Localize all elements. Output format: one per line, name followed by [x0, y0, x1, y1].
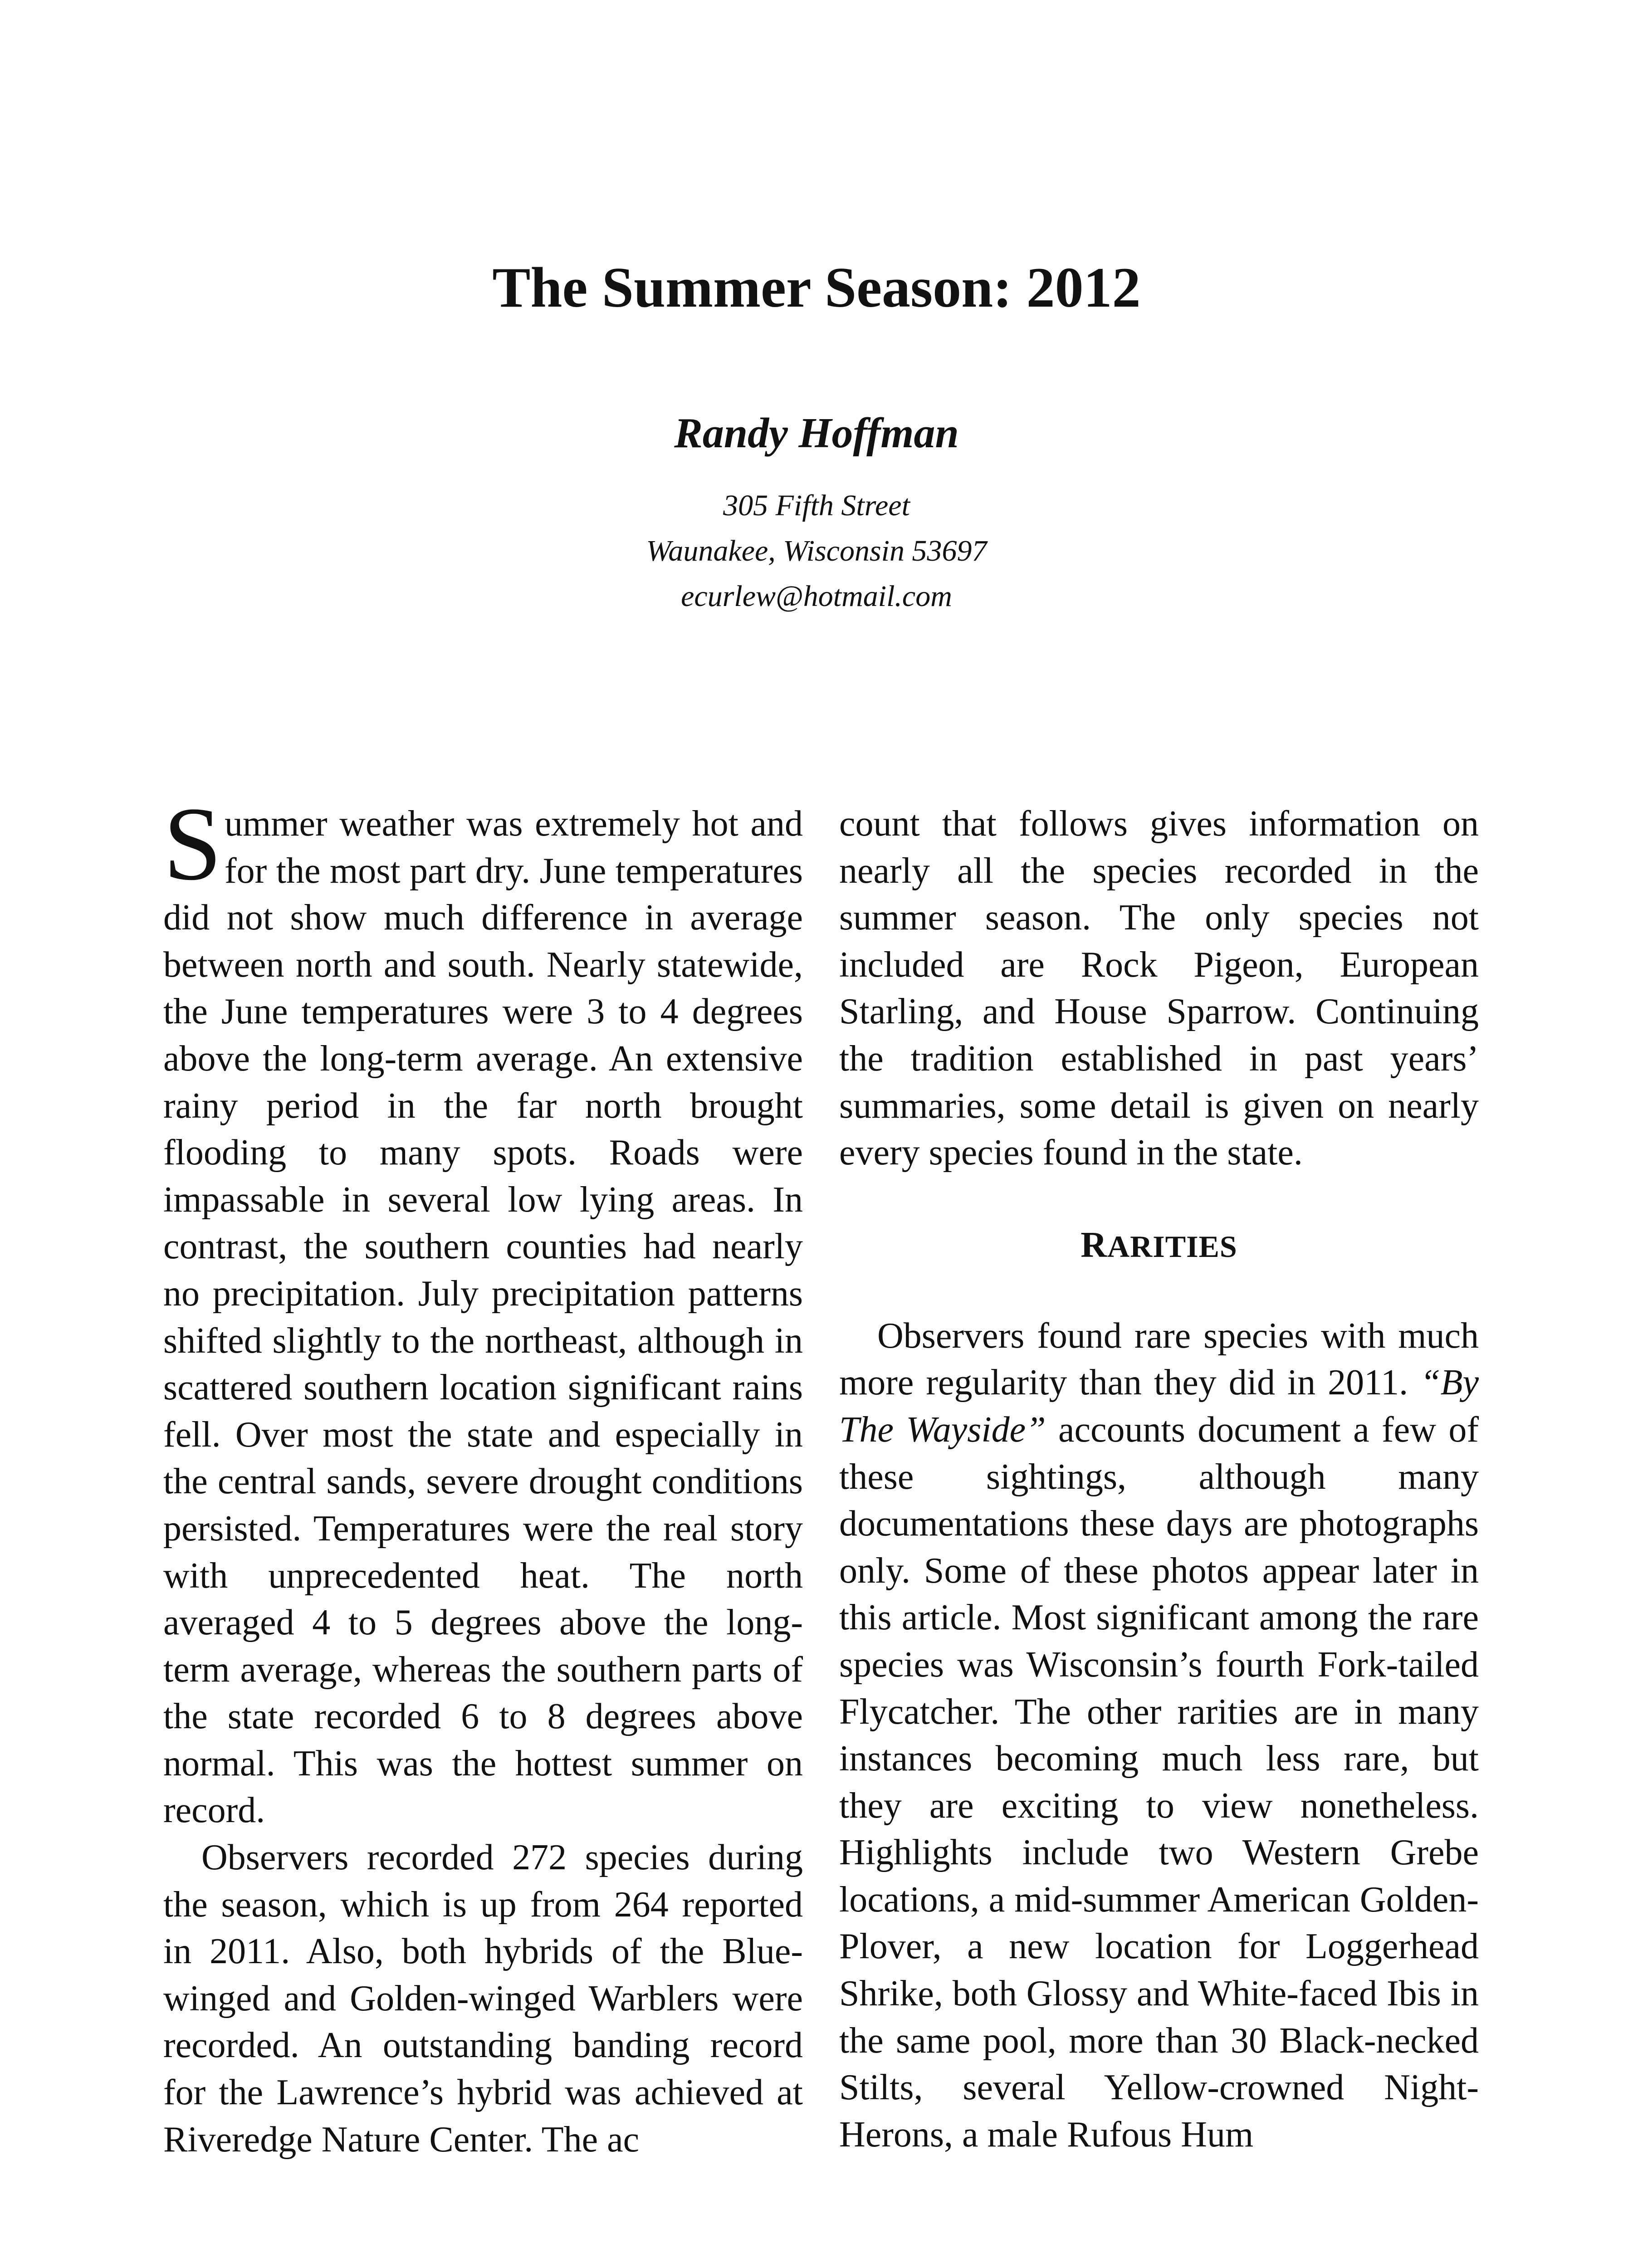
author-address: [0, 483, 1633, 619]
paragraph-3: [839, 1313, 1479, 2159]
paragraph-2: Observers recorded 272 species during the season, which is up from 264 reported in 2011. Also, both hybrids of the Blue-winged and Golden-winged Warblers were recorded. An outstanding banding record for the Lawrence’s hybrid was achieved at Riveredge Nature Center. The ac: [163, 1838, 803, 2160]
section-heading-rarities: [839, 1177, 1479, 1313]
paragraph-3-part-2: accounts document a few of these sightings, although many documentations these days are photographs only. Some of these photos appear later in this article. Most significant among the rare species was Wisconsin’s fourth Fork-tailed Flycatcher. The other rarities are in many instances becoming much less rare, but they are exciting to view nonetheless. Highlights include two Western Grebe locations, a mid-summer American Golden-Plover, a new location for Loggerhead Shrike, both Glossy and White-faced Ibis in the same pool, more than 30 Black-necked Stilts, several Yellow-crowned Night-Herons, a male Rufous Hum: [839, 1409, 1479, 2155]
paragraph-3-italic-title: “By The Wayside”: [839, 1363, 1479, 1450]
author-email: ecurlew@hotmail.com: [681, 580, 952, 613]
address-city: Waunakee, Wisconsin 53697: [646, 534, 987, 567]
article-title: The Summer Season: 2012: [492, 256, 1141, 319]
paragraph-2-continued: count that follows gives information on nearly all the species recorded in the summer season. The only species not included are Rock Pigeon, European Starling, and House Sparrow. Continuing the tradition established in past years’ summaries, some detail is given on nearly every species found in the state.: [839, 804, 1479, 1173]
paragraph-3-part-1: Observers found rare species with much more regularity than they did in 2011.: [839, 1315, 1479, 1403]
section-heading-initial: R: [1081, 1225, 1108, 1265]
drop-cap: S: [163, 786, 222, 902]
paragraph-1: [163, 786, 803, 1834]
address-street: 305 Fifth Street: [723, 489, 910, 522]
section-heading-rest: ARITIES: [1107, 1229, 1237, 1264]
author-name: Randy Hoffman: [674, 410, 959, 457]
left-column: [163, 786, 803, 2163]
paragraph-1-text: ummer weather was extremely hot and for the most part dry. June temperatures did not show much difference in average between north and south. Nearly statewide, the June temperatures were 3 to 4 degrees above the long-term average. An extensive rainy period in the far north brought flooding to many spots. Roads were impassable in several low lying areas. In contrast, the southern counties had nearly no precipitation. July precipitation patterns shifted slightly to the northeast, although in scattered southern location significant rains fell. Over most the state and especially in the central sands, severe drought conditions persisted. Temperatures were the real story with unprecedented heat. The north averaged 4 to 5 degrees above the long-term average, whereas the southern parts of the state recorded 6 to 8 degrees above normal. This was the hottest summer on record.: [163, 804, 803, 1831]
right-column: [839, 801, 1479, 2158]
